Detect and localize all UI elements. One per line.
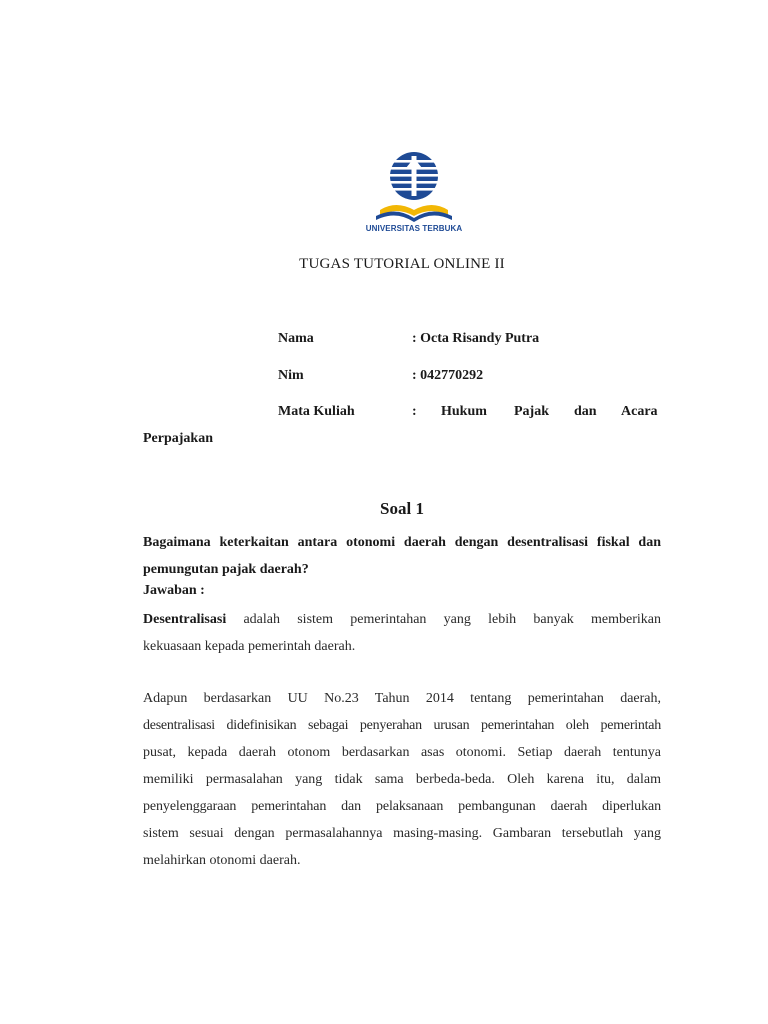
- mk-word-dan: dan: [574, 404, 597, 419]
- nim-label: Nim: [278, 368, 304, 383]
- paragraph2-line: pusat, kepada daerah otonom berdasarkan asas otonomi. Setiap daerah tentunya: [143, 745, 661, 760]
- paragraph2-line: sistem sesuai dengan permasalahannya masing-masing. Gambaran tersebutlah yang: [143, 826, 661, 841]
- soal-heading: Soal 1: [380, 499, 424, 518]
- document-title: TUGAS TUTORIAL ONLINE II: [299, 256, 505, 272]
- paragraph2-line: memiliki permasalahan yang tidak sama berbeda-beda. Oleh karena itu, dalam: [143, 772, 661, 787]
- question-text: Bagaimana keterkaitan antara otonomi daerah dengan desentralisasi fiskal dan pemungutan pajak daerah?: [143, 535, 661, 577]
- paragraph1-line1: adalah sistem pemerintahan yang lebih banyak memberikan: [226, 612, 661, 627]
- logo-text: UNIVERSITAS TERBUKA: [365, 224, 463, 233]
- nama-value: : Octa Risandy Putra: [412, 331, 540, 346]
- desentralisasi-term: Desentralisasi: [143, 612, 227, 627]
- paragraph2-line: Adapun berdasarkan UU No.23 Tahun 2014 tentang pemerintahan daerah,: [143, 691, 661, 706]
- paragraph2-line: desentralisasi didefinisikan sebagai penyerahan urusan pemerintahan oleh pemerintah: [143, 718, 661, 733]
- nim-value: : 042770292: [412, 368, 484, 383]
- answer-paragraph-2: [143, 685, 661, 874]
- mk-word-acara: Acara: [621, 404, 658, 419]
- paragraph1-line2: kekuasaan kepada pemerintah daerah.: [143, 639, 356, 654]
- answer-paragraph-1: [143, 606, 661, 660]
- mk-word-pajak: Pajak: [514, 404, 549, 419]
- nama-label: Nama: [278, 331, 314, 346]
- jawaban-label: Jawaban :: [143, 583, 205, 598]
- paragraph2-line: melahirkan otonomi daerah.: [143, 853, 301, 868]
- mk-word-hukum: Hukum: [441, 404, 487, 419]
- mk-colon: :: [412, 404, 417, 419]
- mk-label: Mata Kuliah: [278, 404, 355, 419]
- paragraph2-line: penyelenggaraan pemerintahan dan pelaksanaan pembangunan daerah diperlukan: [143, 799, 661, 814]
- mk-continuation: Perpajakan: [143, 431, 213, 446]
